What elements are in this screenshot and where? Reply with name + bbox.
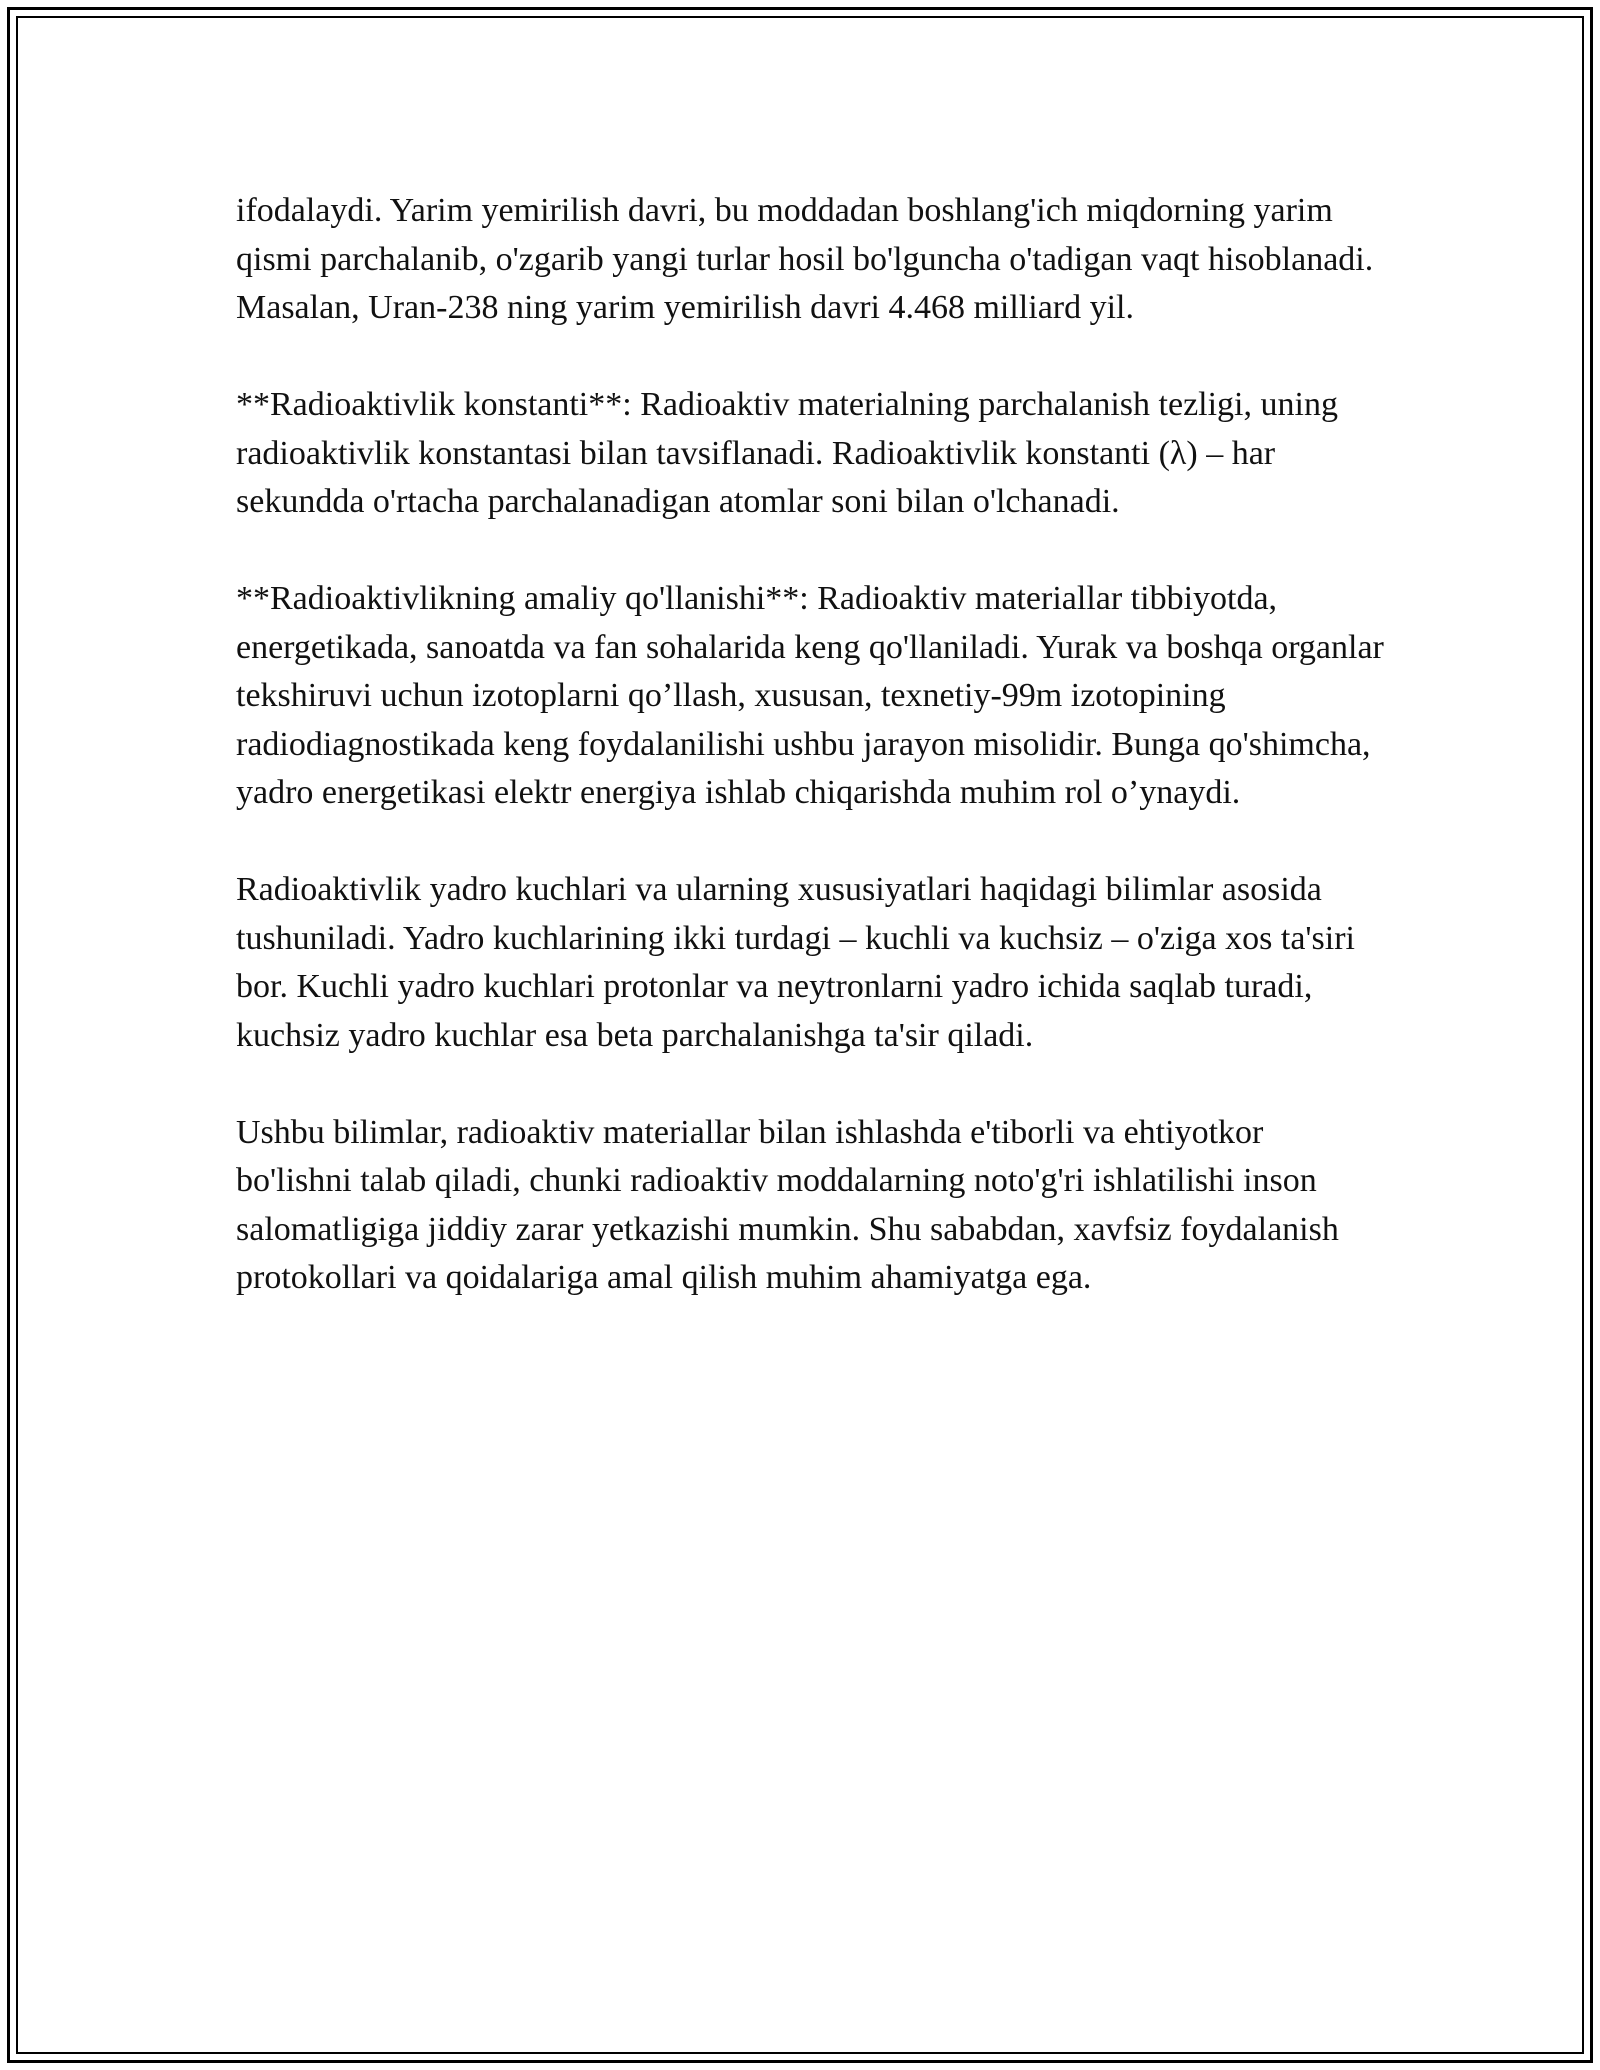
paragraph-practical-applications: **Radioaktivlikning amaliy qo'llanishi**: Radioaktiv materiallar tibbiyotda, energetikada, sanoatda va fan sohalarida keng qo'llaniladi. Yurak va boshqa organlar tekshiruvi uchun izotoplarni qo’llash, xususan, texnetiy-99m izotopining radiodiagnostikada keng foydalanilishi ushbu jarayon misolidir. Bunga qo'shimcha, yadro energetikasi elektr energiya ishlab chiqarishda muhim rol o’ynaydi. xyxy=(236,580,1384,811)
paragraph-nuclear-forces: Radioaktivlik yadro kuchlari va ularning xususiyatlari haqidagi bilimlar asosida tushuniladi. Yadro kuchlarining ikki turdagi – kuchli va kuchsiz – o'ziga xos ta'siri bor. Kuchli yadro kuchlari protonlar va neytronlarni yadro ichida saqlab turadi, kuchsiz yadro kuchlar esa beta parchalanishga ta'sir qiladi. xyxy=(236,871,1355,1054)
paragraph-radioactivity-constant: **Radioaktivlik konstanti**: Radioaktiv materialning parchalanish tezligi, uning radioaktivlik konstantasi bilan tavsiflanadi. Radioaktivlik konstanti (λ) – har sekundda o'rtacha parchalanadigan atomlar soni bilan o'lchanadi. xyxy=(236,386,1338,520)
document-body xyxy=(236,187,1386,1351)
paragraph-safety: Ushbu bilimlar, radioaktiv materiallar bilan ishlashda e'tiborli va ehtiyotkor bo'lishni talab qiladi, chunki radioaktiv moddalarning noto'g'ri ishlatilishi inson salomatligiga jiddiy zarar yetkazishi mumkin. Shu sababdan, xavfsiz foydalanish protokollari va qoidalariga amal qilish muhim ahamiyatga ega. xyxy=(236,1113,1339,1296)
paragraph-half-life: ifodalaydi. Yarim yemirilish davri, bu moddadan boshlang'ich miqdorning yarim qismi parchalanib, o'zgarib yangi turlar hosil bo'lguncha o'tadigan vaqt hisoblanadi. Masalan, Uran-238 ning yarim yemirilish davri 4.468 milliard yil. xyxy=(236,192,1374,326)
